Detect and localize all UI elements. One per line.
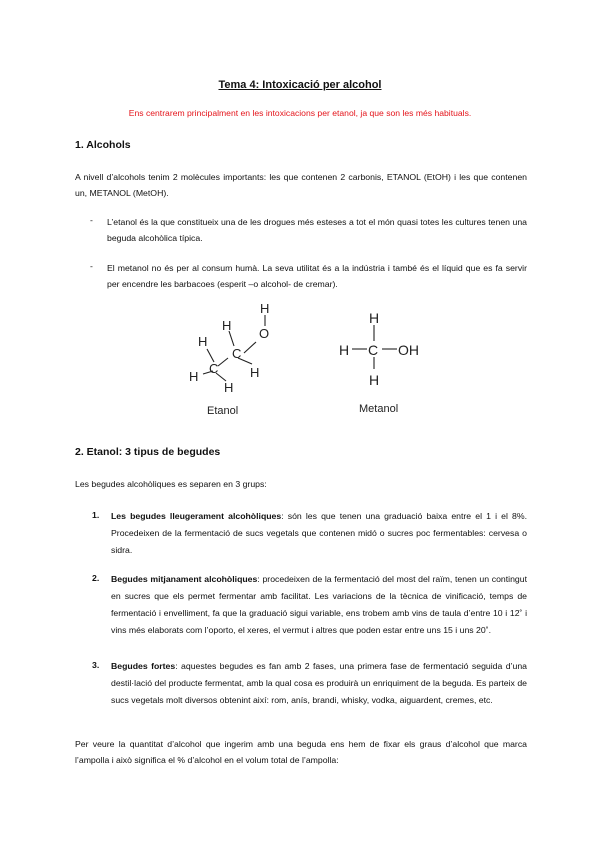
- atom-h: H: [222, 318, 232, 333]
- atom-c: C: [232, 346, 242, 361]
- bullet-marker: -: [90, 215, 93, 225]
- section-2-intro: Les begudes alcohòliques es separen en 3 grups:: [75, 479, 267, 489]
- item-description: : aquestes begudes es fan amb 2 fases, una primera fase de fermentació seguida d’una destil·lació del producte fermentat, amb la qual cosa es produirà un enriquiment de la beguda. Es parteix de sucs vegetals molt diversos obtenint així: rom, anís, brandi, whisky, vodka, aiguardent, cremes, etc.: [111, 661, 527, 705]
- list-item: [111, 508, 527, 559]
- atom-c: C: [368, 342, 379, 358]
- atom-h: H: [260, 301, 270, 316]
- atom-h: H: [198, 334, 208, 349]
- bullet-etanol: L’etanol és la que constitueix una de les drogues més esteses a tot el món quasi totes les cultures tenen una beguda alcohòlica típica.: [107, 217, 527, 243]
- closing-paragraph: Per veure la quantitat d’alcohol que ingerim amb una beguda ens hem de fixar els graus d’alcohol que marca l’ampolla i això significa el % d’alcohol en el volum total de l’ampolla:: [75, 739, 527, 765]
- item-description: : procedeixen de la fermentació del most del raïm, tenen un contingut en sucres que els permet fermentar amb facilitat. Les variacions de la tècnica de vinificació, temps de fermentació i envelliment, fa que la graduació sigui variable, ens trobem amb vins de taula d’entre 10 i 12˚ i vins més elaborats com l’oporto, el xeres, el vermut i altres que poden estar entre uns 15 i uns 20˚.: [111, 574, 527, 635]
- atom-o: O: [259, 326, 270, 341]
- atom-h: H: [250, 365, 260, 380]
- atom-h: H: [224, 380, 234, 395]
- etanol-structure-diagram: [180, 298, 290, 420]
- atom-oh: OH: [398, 342, 419, 358]
- atom-h: H: [189, 369, 199, 384]
- item-bold-term: Begudes mitjanament alcohòliques: [111, 574, 258, 584]
- metanol-structure-diagram: [330, 305, 430, 415]
- page-subtitle: Ens centrarem principalment en les intoxicacions per etanol, ja que son les més habituals.: [128, 108, 472, 118]
- section-1-intro: A nivell d’alcohols tenim 2 molècules importants: les que contenen 2 carbonis, ETANOL (EtOH) i les que contenen un, METANOL (MetOH).: [75, 172, 527, 198]
- page-title: Tema 4: Intoxicació per alcohol: [218, 79, 382, 91]
- atom-h: H: [369, 372, 380, 388]
- atom-c: C: [209, 361, 219, 376]
- item-description: : són les que tenen una graduació baixa entre el 1 i el 8%. Procedeixen de la fermentació de sucs vegetals que contenen midó o sucres poc fermentables: cervesa o sidra.: [111, 511, 527, 555]
- etanol-label: Etanol: [207, 405, 239, 417]
- item-bold-term: Les begudes lleugerament alcohòliques: [111, 511, 282, 521]
- section-2-heading: 2. Etanol: 3 tipus de begudes: [75, 446, 221, 458]
- item-number: 1.: [92, 510, 100, 520]
- section-1-heading: 1. Alcohols: [75, 139, 131, 151]
- list-item: [111, 658, 527, 709]
- atom-h: H: [339, 342, 350, 358]
- metanol-label: Metanol: [359, 403, 399, 415]
- bullet-marker: -: [90, 261, 93, 271]
- item-number: 2.: [92, 573, 100, 583]
- item-bold-term: Begudes fortes: [111, 661, 176, 671]
- list-item: [111, 571, 527, 639]
- item-number: 3.: [92, 660, 100, 670]
- atom-h: H: [369, 310, 380, 326]
- bullet-metanol: El metanol no és per al consum humà. La seva utilitat és a la indústria i també és el líquid que es fa servir per encendre les barbacoes (esperit –o alcohol- de cremar).: [107, 263, 527, 289]
